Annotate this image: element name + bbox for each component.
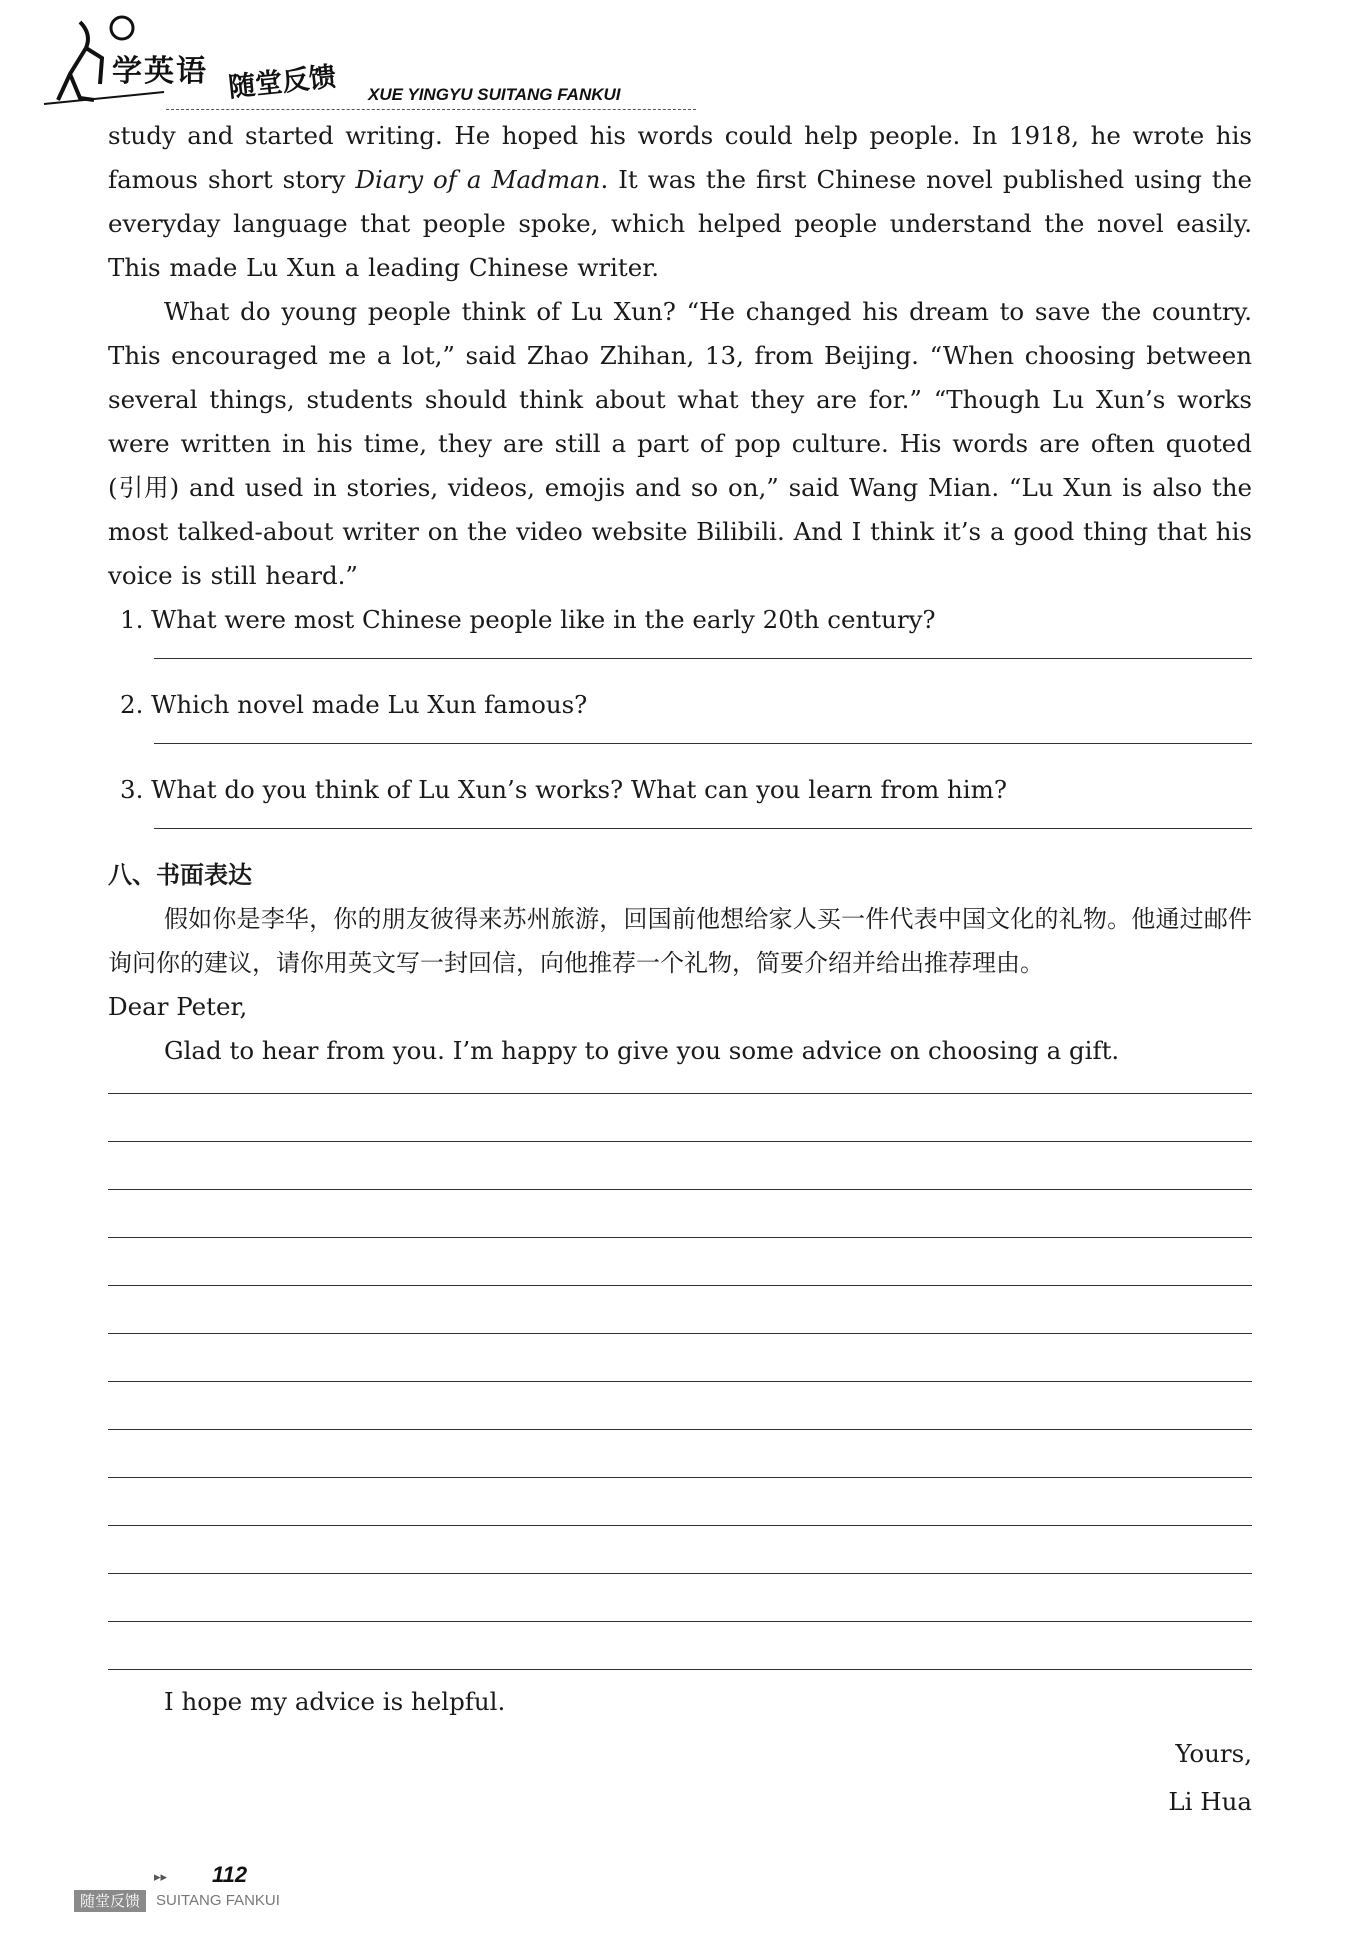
- question-3: 3. What do you think of Lu Xun’s works? What can you learn from him?: [120, 775, 1007, 804]
- question-2: 2. Which novel made Lu Xun famous?: [120, 690, 588, 719]
- page-content: [108, 114, 1252, 1826]
- writing-line[interactable]: [108, 1669, 1252, 1670]
- writing-line[interactable]: [108, 1525, 1252, 1526]
- answer-line-3[interactable]: [154, 828, 1252, 829]
- header-title: 学英语: [112, 54, 208, 89]
- writing-line[interactable]: [108, 1141, 1252, 1142]
- answer-line-2[interactable]: [154, 743, 1252, 744]
- page-number: 112: [212, 1862, 248, 1887]
- writing-line[interactable]: [108, 1333, 1252, 1334]
- writing-line[interactable]: [108, 1189, 1252, 1190]
- writing-line[interactable]: [108, 1621, 1252, 1622]
- reading-paragraph-2: What do young people think of Lu Xun? “He changed his dream to save the country. This encouraged me a lot,” said Zhao Zhihan, 13, from Beijing. “When choosing between several things, students should think about what they are for.” “Though Lu Xun’s works were written in his time, they are still a part of pop culture. His words are often quoted (引用) and used in stories, videos, emojis and so on,” said Wang Mian. “Lu Xun is also the most talked-about writer on the video website Bilibili. And I think it’s a good thing that his voice is still heard.”: [108, 297, 1252, 590]
- header-subtitle: 随堂反馈: [226, 61, 338, 104]
- p1-text-a: study and started writing. He hoped his words could help people. In 1918, he wrote his famous short story: [108, 121, 1252, 194]
- reading-paragraph-1: [108, 114, 1252, 290]
- question-list: [108, 598, 1252, 829]
- writing-section-title: 八、书面表达: [108, 861, 252, 889]
- answer-line-1[interactable]: [154, 658, 1252, 659]
- writing-line[interactable]: [108, 1477, 1252, 1478]
- writing-line[interactable]: [108, 1237, 1252, 1238]
- writing-line[interactable]: [108, 1381, 1252, 1382]
- writing-line[interactable]: [108, 1285, 1252, 1286]
- header-divider: [166, 109, 696, 110]
- header-pinyin: XUE YINGYU SUITANG FANKUI: [368, 85, 621, 104]
- writing-line[interactable]: [108, 1429, 1252, 1430]
- footer-pinyin: SUITANG FANKUI: [156, 1892, 280, 1909]
- letter-opening: Glad to hear from you. I’m happy to give you some advice on choosing a gift.: [164, 1036, 1120, 1065]
- writing-line[interactable]: [108, 1093, 1252, 1094]
- letter-signature: Li Hua: [1168, 1787, 1252, 1816]
- writing-prompt: 假如你是李华，你的朋友彼得来苏州旅游，回国前他想给家人买一件代表中国文化的礼物。他通过邮件询问你的建议，请你用英文写一封回信，向他推荐一个礼物，简要介绍并给出推荐理由。: [108, 905, 1252, 977]
- letter-signoff: Yours,: [1175, 1739, 1252, 1768]
- p1-text-b: . It was the first Chinese novel published using the everyday language that people spoke, which helped people understand the novel easily. This made Lu Xun a leading Chinese writer.: [108, 165, 1252, 282]
- writing-line[interactable]: [108, 1573, 1252, 1574]
- question-1: 1. What were most Chinese people like in the early 20th century?: [120, 605, 936, 634]
- writing-lines: [108, 1093, 1252, 1670]
- letter-greeting: Dear Peter,: [108, 992, 248, 1021]
- novel-title: Diary of a Madman: [355, 165, 601, 194]
- letter-closing: I hope my advice is helpful.: [164, 1687, 506, 1716]
- page-footer: [74, 1860, 334, 1920]
- arrow-icon: ▸▸: [154, 1870, 168, 1885]
- footer-badge: 随堂反馈: [74, 1890, 146, 1912]
- page-header: [40, 14, 680, 104]
